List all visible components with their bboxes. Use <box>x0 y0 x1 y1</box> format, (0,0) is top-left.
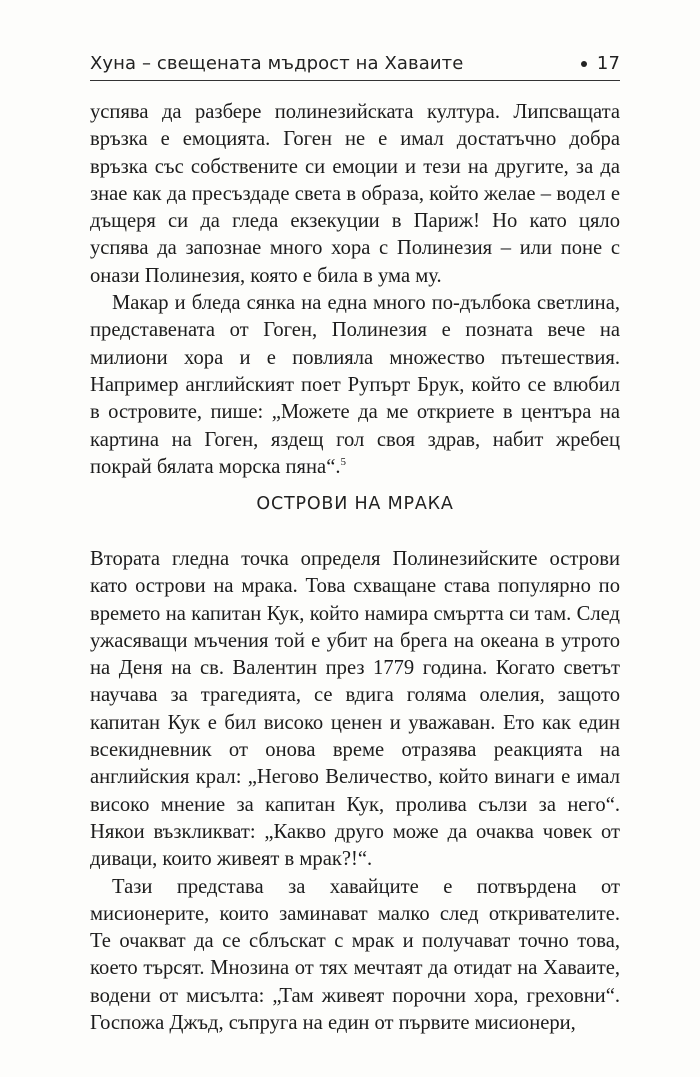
paragraph-text: Макар и бледа сянка на една много по-дълбока светлина, представената от Гоген, Полинезия е позната вече на милиони хора и е повлияла множество пътешествия. Например английският поет Рупърт Брук, който се влюбил в островите, пише: „Можете да ме откриете в центъра на картина на Гоген, яздещ гол своя здрав, набит жребец покрай бялата морска пяна“. <box>90 292 620 478</box>
paragraph <box>90 290 620 481</box>
page-number-group <box>581 53 620 74</box>
header-rule <box>90 80 620 81</box>
running-title: Хуна – свещената мъдрост на Хаваите <box>90 53 464 74</box>
section-heading: ОСТРОВИ НА МРАКА <box>256 494 454 514</box>
text-block-bottom <box>90 546 620 1037</box>
running-header <box>90 48 620 74</box>
paragraph: Втората гледна точка определя Полинезийските острови като острови на мрака. Това схващане става популярно по времето на капитан Кук, който намира смъртта си там. След ужасяващи мъчения той е убит на брега на океана в утрото на Деня на св. Валентин през 1779 година. Когато светът научава за трагедията, се вдига голяма олелия, защото капитан Кук е бил високо ценен и уважаван. Ето как един всекидневник от онова време отразява реакцията на английския крал: „Негово Величество, който винаги е имал високо мнение за капитан Кук, пролива сълзи за него“. Някои възкликват: „Какво друго може да очаква човек от диваци, които живеят в мрак?!“. <box>90 548 620 871</box>
paragraph: успява да разбере полинезийската култура. Липсващата връзка е емоцията. Гоген не е имал достатъчно добра връзка със собствените си емоции и тези на другите, за да знае как да пресъздаде света в образа, който желае – водел е дъщеря си да гледа екзекуции в Париж! Но като цяло успява да запознае много хора с Полинезия – или поне с онази Полинезия, която е била в ума му. <box>90 101 620 287</box>
paragraph: Тази представа за хавайците е потвърдена от мисионерите, които заминават малко след откривателите. Те очакват да се сблъскат с мрак и получават точно това, което търсят. Мнозина от тях мечтаят да отидат на Хаваите, водени от мисълта: „Там живеят порочни хора, греховни“. Госпожа Джъд, съпруга на един от първите мисионери, <box>90 875 620 1035</box>
text-block-top <box>90 99 620 481</box>
bullet-dot-icon <box>581 61 587 67</box>
footnote-marker[interactable]: 5 <box>340 456 346 468</box>
page-number: 17 <box>596 53 620 74</box>
